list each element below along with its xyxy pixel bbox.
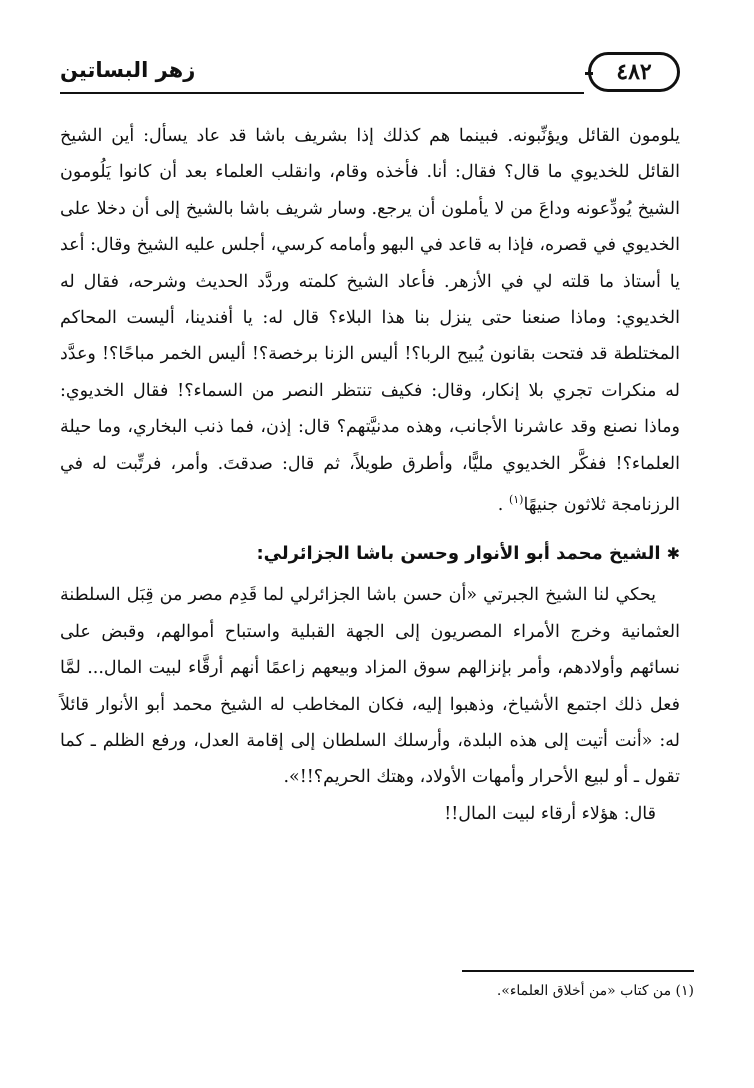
page-header: [60, 52, 680, 98]
header-divider: [60, 92, 584, 94]
paragraph-2: يحكي لنا الشيخ الجبرتي «أن حسن باشا الجزائرلي لما قَدِم مصر من قِبَل السلطنة العثمانية وخرج الأمراء المصريون إلى الجهة القبلية واستباح أموالهم، وقبض على نسائهم وأولادهم، وأمر بإنزالهم سوق المزاد وبيعهم زاعمًا أنهم أرقَّاء لبيت المال... لمَّا فعل ذلك اجتمع الأشياخ، وذهبوا إليه، فكان المخاطب له الشيخ محمد أبو الأنوار قائلاً له: «أنت أتيت إلى هذه البلدة، وأرسلك السلطان إلى إقامة العدل، ورفع الظلم ـ كما تقول ـ أو لبيع الأحرار وأمهات الأولاد، وهتك الحريم؟!!».: [60, 585, 680, 788]
body-text: [60, 118, 680, 832]
paragraph-1-end: .: [497, 494, 509, 515]
page-number: [588, 52, 680, 92]
paragraph-3: قال: هؤلاء أرقاء لبيت المال!!: [444, 803, 656, 824]
page-number-text: ٤٨٢: [616, 59, 652, 85]
asterisk-icon: ✱: [666, 544, 680, 564]
section-heading-text: الشيخ محمد أبو الأنوار وحسن باشا الجزائرلي:: [256, 543, 661, 565]
footnote: (١) من كتاب «من أخلاق العلماء».: [496, 983, 694, 999]
footnote-reference: (١): [508, 493, 524, 507]
footnote-divider: [462, 970, 694, 972]
paragraph-1-text: يلومون القائل ويؤنِّبونه. فبينما هم كذلك إذا بشريف باشا قد عاد يسأل: أين الشيخ القائل للخديوي ما قال؟ فقال: أنا. فأخذه وقام، وانقلب العلماء بعد أن كانوا يَلُومون الشيخ يُودِّعونه وداعَ من لا يأملون أن يرجع. وسار شريف باشا بالشيخ إلى أن دخلا على الخديوي في قصره، فإذا به قاعد في البهو وأمامه كرسي، أجلس عليه الشيخ وقال: أعد يا أستاذ ما قلته لي في الأزهر. فأعاد الشيخ كلمته وردَّد الحديث وشرحه، فقال له الخديوي: وماذا صنعنا حتى ينزل بنا هذا البلاء؟ قال له: يا أفندينا، أليست المحاكم المختلطة قد فتحت بقانون يُبيح الربا؟! أليس الزنا برخصة؟! أليس الخمر مباحًا؟! وعدَّد له منكرات تجري بلا إنكار، وقال: فكيف تنتظر النصر من السماء؟! فقال الخديوي: وماذا نصنع وقد عاشرنا الأجانب، وهذه مدنيَّتهم؟ قال: إذن، فما ذنب البخاري، وما حيلة العلماء؟! ففكَّر الخديوي مليًّا، وأطرق طويلاً، ثم قال: صدقتَ. وأمر، فرتِّبت له في الرزنامجة ثلاثون جنيهًا: [60, 126, 680, 515]
section-heading: [60, 537, 680, 571]
paragraph-1: [60, 118, 680, 523]
book-title: زهر البساتين: [60, 58, 196, 82]
